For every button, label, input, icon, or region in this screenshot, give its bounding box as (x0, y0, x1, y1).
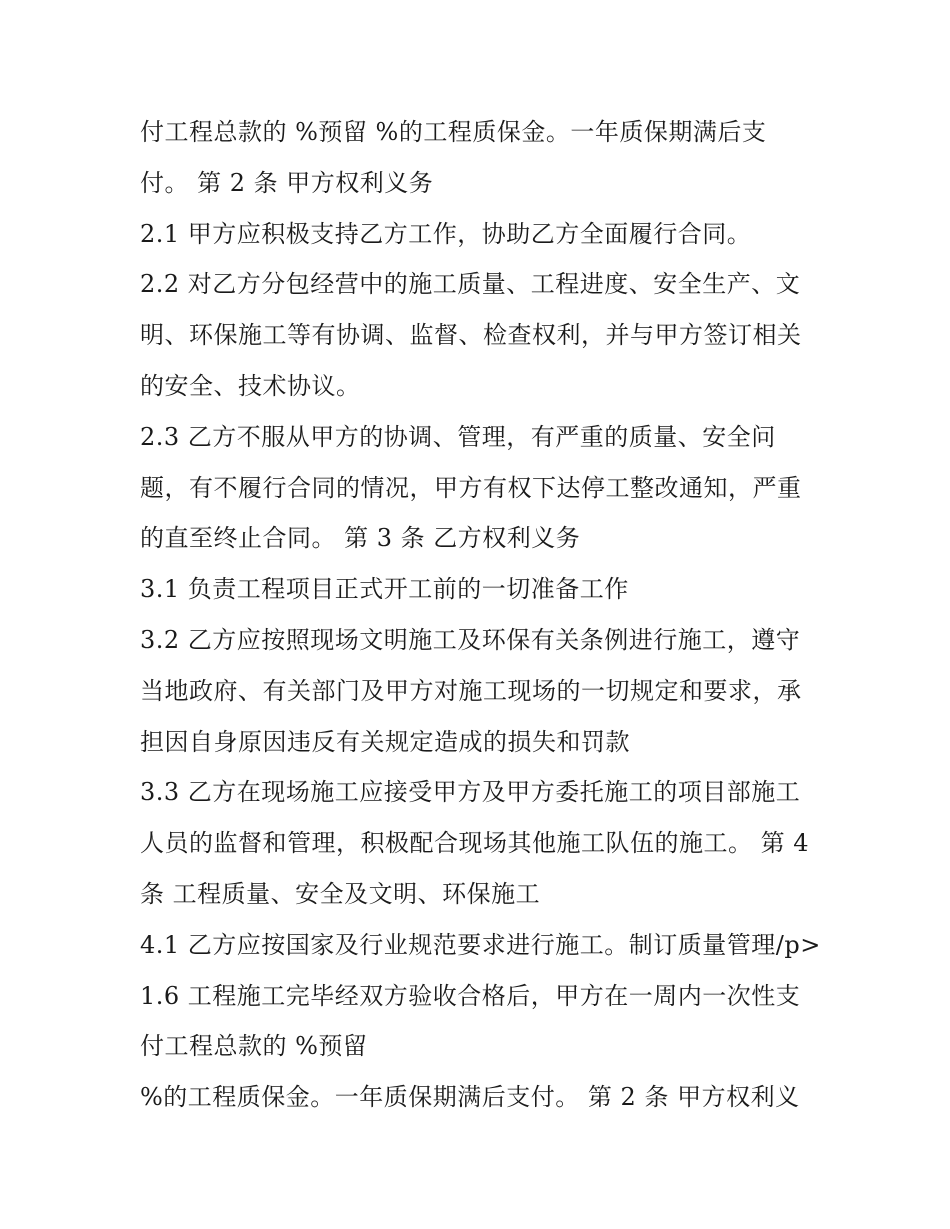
text-line: 3.2 乙方应按照现场文明施工及环保有关条例进行施工，遵守 (140, 625, 801, 654)
text-line: 2.3 乙方不服从甲方的协调、管理，有严重的质量、安全问 (140, 422, 776, 451)
document-body (140, 107, 820, 1123)
text-line: 3.3 乙方在现场施工应接受甲方及甲方委托施工的项目部施工 (140, 778, 801, 807)
text-line: 当地政府、有关部门及甲方对施工现场的一切规定和要求，承 (140, 676, 802, 705)
text-line: 1.6 工程施工完毕经双方验收合格后，甲方在一周内一次性支 (140, 981, 801, 1010)
text-line: 2.1 甲方应积极支持乙方工作，协助乙方全面履行合同。 (140, 219, 752, 248)
text-line: 3.1 负责工程项目正式开工前的一切准备工作 (140, 575, 629, 604)
text-line: 条 工程质量、安全及文明、环保施工 (140, 879, 541, 908)
text-line: 付工程总款的 %预留 (140, 1032, 368, 1061)
text-line: 2.2 对乙方分包经营中的施工质量、工程进度、安全生产、文 (140, 270, 801, 299)
text-line: 题，有不履行合同的情况，甲方有权下达停工整改通知，严重 (140, 473, 802, 502)
text-line: 担因自身原因违反有关规定造成的损失和罚款 (140, 727, 630, 756)
text-line: 的直至终止合同。 第 3 条 乙方权利义务 (140, 524, 581, 553)
text-line: 付工程总款的 %预留 %的工程质保金。一年质保期满后支 (140, 118, 767, 146)
text-line: 人员的监督和管理，积极配合现场其他施工队伍的施工。 第 4 (140, 829, 810, 858)
text-line: 的安全、技术协议。 (140, 371, 361, 400)
text-line: 明、环保施工等有协调、监督、检查权利，并与甲方签订相关 (140, 321, 802, 350)
text-line: %的工程质保金。一年质保期满后支付。 第 2 条 甲方权利义 (140, 1083, 800, 1112)
text-line: 4.1 乙方应按国家及行业规范要求进行施工。制订质量管理/p> (140, 930, 821, 959)
text-line: 付。 第 2 条 甲方权利义务 (140, 168, 434, 197)
